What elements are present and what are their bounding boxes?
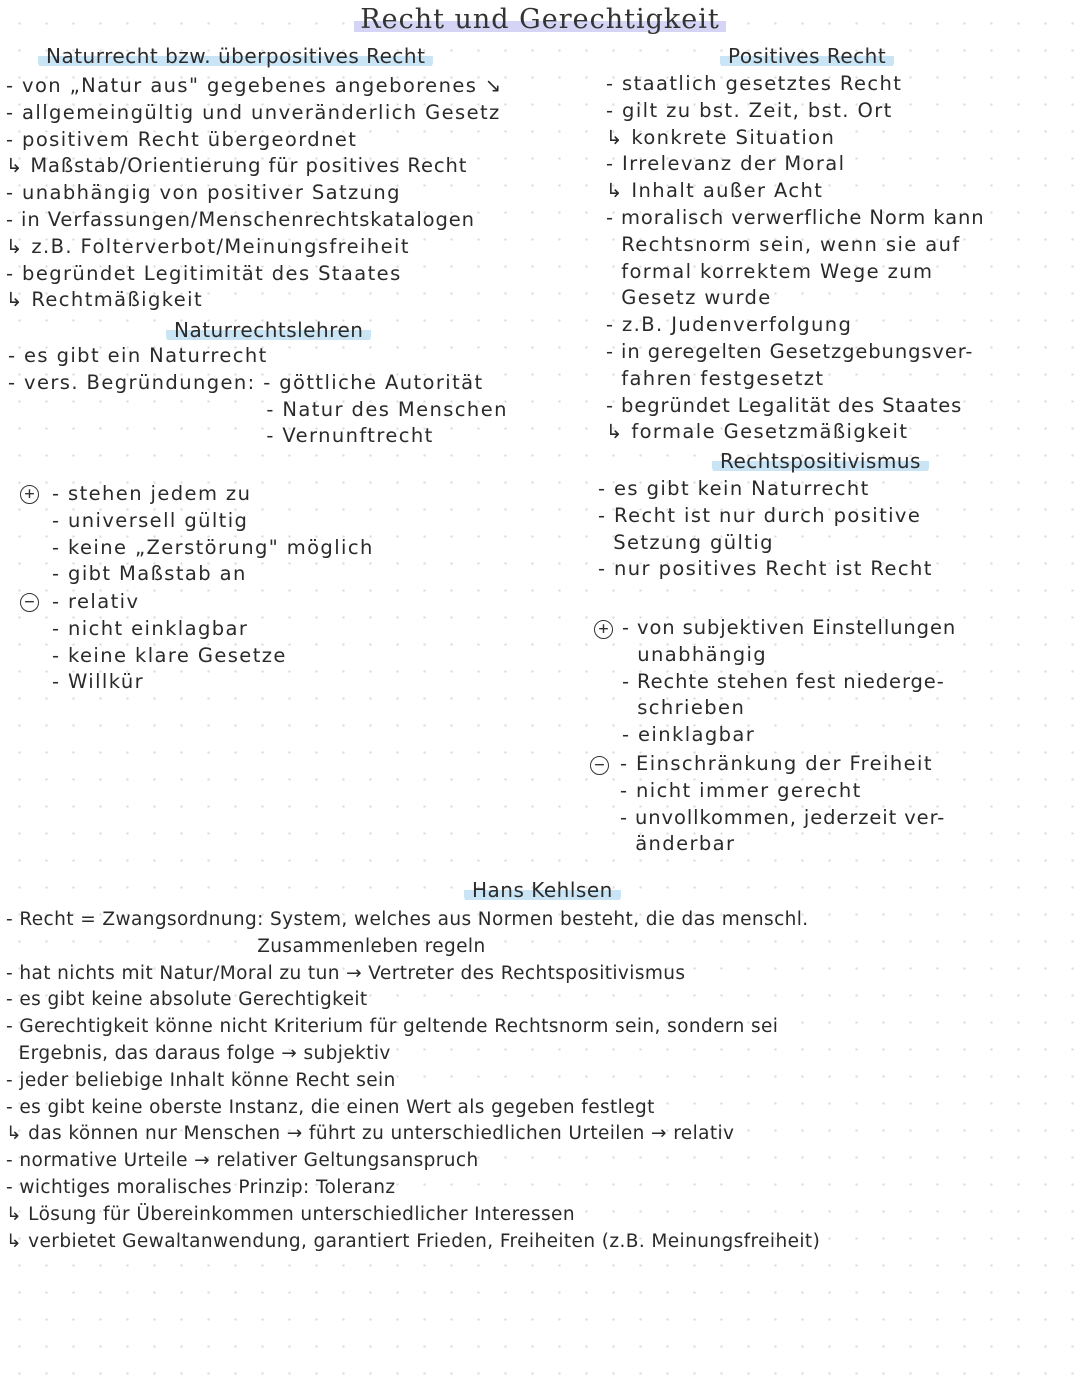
list-item: ↳ z.B. Folterverbot/Meinungsfreiheit (6, 234, 410, 258)
list-item: - unabhängig von positiver Satzung (6, 181, 401, 205)
kehlsen-list (6, 907, 820, 1255)
list-item: änderbar (620, 832, 736, 856)
list-item: - keine klare Gesetze (52, 643, 287, 667)
positives-recht-list (606, 71, 985, 446)
page-title: Recht und Gerechtigkeit (0, 4, 1080, 35)
list-item: fahren festgesetzt (606, 366, 825, 390)
naturrechtslehren-heading: Naturrechtslehren (166, 318, 371, 342)
list-item: schrieben (622, 696, 746, 720)
list-item: - Recht = Zwangsordnung: System, welches aus Normen besteht, die das menschl. (6, 909, 809, 930)
list-item: - begründet Legitimität des Staates (6, 261, 402, 285)
list-item: - moralisch verwerfliche Norm kann (606, 205, 985, 229)
list-item: ↳ konkrete Situation (606, 125, 836, 149)
list-item: ↳ Maßstab/Orientierung für positives Recht (6, 154, 468, 178)
list-item: - z.B. Judenverfolgung (606, 313, 853, 337)
list-item: ↳ verbietet Gewaltanwendung, garantiert Frieden, Freiheiten (z.B. Meinungsfreiheit) (6, 1230, 821, 1252)
list-item: - vers. Begründungen: - göttliche Autorität (8, 370, 484, 394)
naturrechtslehren-list (8, 343, 508, 450)
list-item: - begründet Legalität des Staates (606, 393, 963, 417)
list-item: ↳ das können nur Menschen → führt zu unterschiedlichen Urteilen → relativ (6, 1123, 735, 1145)
list-item: - es gibt kein Naturrecht (598, 477, 870, 500)
list-item: - einklagbar (622, 723, 756, 747)
list-item: - Willkür (52, 670, 145, 694)
list-item: - Rechte stehen fest niederge- (622, 669, 945, 693)
list-item: - relativ (52, 590, 140, 613)
rechtspositivismus-heading: Rechtspositivismus (712, 449, 929, 473)
list-item: - es gibt ein Naturrecht (8, 344, 268, 367)
list-item: Setzung gültig (598, 530, 774, 554)
list-item: - nur positives Recht ist Recht (598, 557, 933, 581)
list-item: - positivem Recht übergeordnet (6, 127, 358, 151)
naturrecht-list (6, 73, 503, 314)
kehlsen-heading: Hans Kehlsen (464, 878, 621, 902)
list-item: formal korrektem Wege zum (606, 259, 934, 283)
list-item: - in geregelten Gesetzgebungsver- (606, 339, 974, 363)
list-item: ↳ Lösung für Übereinkommen unterschiedlicher Interessen (6, 1203, 575, 1225)
list-item: - normative Urteile → relativer Geltungsanspruch (6, 1150, 479, 1172)
naturrecht-cons (52, 589, 287, 696)
plus-icon: + (594, 620, 613, 639)
list-item: - gibt Maßstab an (52, 562, 247, 586)
positivismus-cons (620, 751, 945, 858)
list-item: - Vernunftrecht (8, 424, 434, 448)
list-item: - in Verfassungen/Menschenrechtskatalogen (6, 207, 475, 231)
list-item: - universell gültig (52, 508, 249, 532)
list-item: Rechtsnorm sein, wenn sie auf (606, 232, 961, 256)
minus-icon: − (20, 593, 39, 612)
minus-icon: − (590, 756, 609, 775)
naturrecht-heading: Naturrecht bzw. überpositives Recht (38, 44, 433, 68)
list-item: - es gibt keine absolute Gerechtigkeit (6, 989, 368, 1011)
list-item: - nicht immer gerecht (620, 778, 862, 802)
list-item: - stehen jedem zu (52, 482, 252, 505)
list-item: - unvollkommen, jederzeit ver- (620, 805, 946, 829)
list-item: - Natur des Menschen (8, 397, 508, 421)
list-item: - keine „Zerstörung" möglich (52, 535, 374, 559)
list-item: - staatlich gesetztes Recht (606, 72, 903, 95)
list-item: - hat nichts mit Natur/Moral zu tun → Vertreter des Rechtspositivismus (6, 962, 686, 984)
naturrecht-pros (52, 481, 374, 588)
list-item: - jeder beliebige Inhalt könne Recht sein (6, 1069, 396, 1091)
list-item: - Irrelevanz der Moral (606, 152, 846, 176)
list-item: Gesetz wurde (606, 286, 772, 310)
list-item: unabhängig (622, 642, 768, 666)
list-item: - gilt zu bst. Zeit, bst. Ort (606, 98, 893, 122)
list-item: - nicht einklagbar (52, 616, 249, 640)
list-item: - von „Natur aus" gegebenes angeborenes ↘ (6, 74, 503, 97)
list-item: - Einschränkung der Freiheit (620, 752, 933, 775)
list-item: ↳ Rechtmäßigkeit (6, 288, 204, 312)
list-item: ↳ Inhalt außer Acht (606, 179, 824, 203)
list-item: - Gerechtigkeit könne nicht Kriterium für geltende Rechtsnorm sein, sondern sei (6, 1016, 779, 1038)
positives-recht-heading: Positives Recht (720, 44, 894, 68)
list-item: - von subjektiven Einstellungen (622, 616, 957, 639)
positivismus-pros (622, 615, 956, 749)
list-item: Ergebnis, das daraus folge → subjektiv (6, 1042, 391, 1064)
list-item: - wichtiges moralisches Prinzip: Toleranz (6, 1176, 396, 1198)
list-item: Zusammenleben regeln (6, 935, 486, 957)
list-item: - allgemeingültig und unveränderlich Gesetz (6, 100, 501, 124)
rechtspositivismus-list (598, 476, 933, 583)
plus-icon: + (20, 485, 39, 504)
list-item: ↳ formale Gesetzmäßigkeit (606, 420, 909, 444)
list-item: - Recht ist nur durch positive (598, 503, 922, 527)
list-item: - es gibt keine oberste Instanz, die einen Wert als gegeben festlegt (6, 1096, 655, 1118)
